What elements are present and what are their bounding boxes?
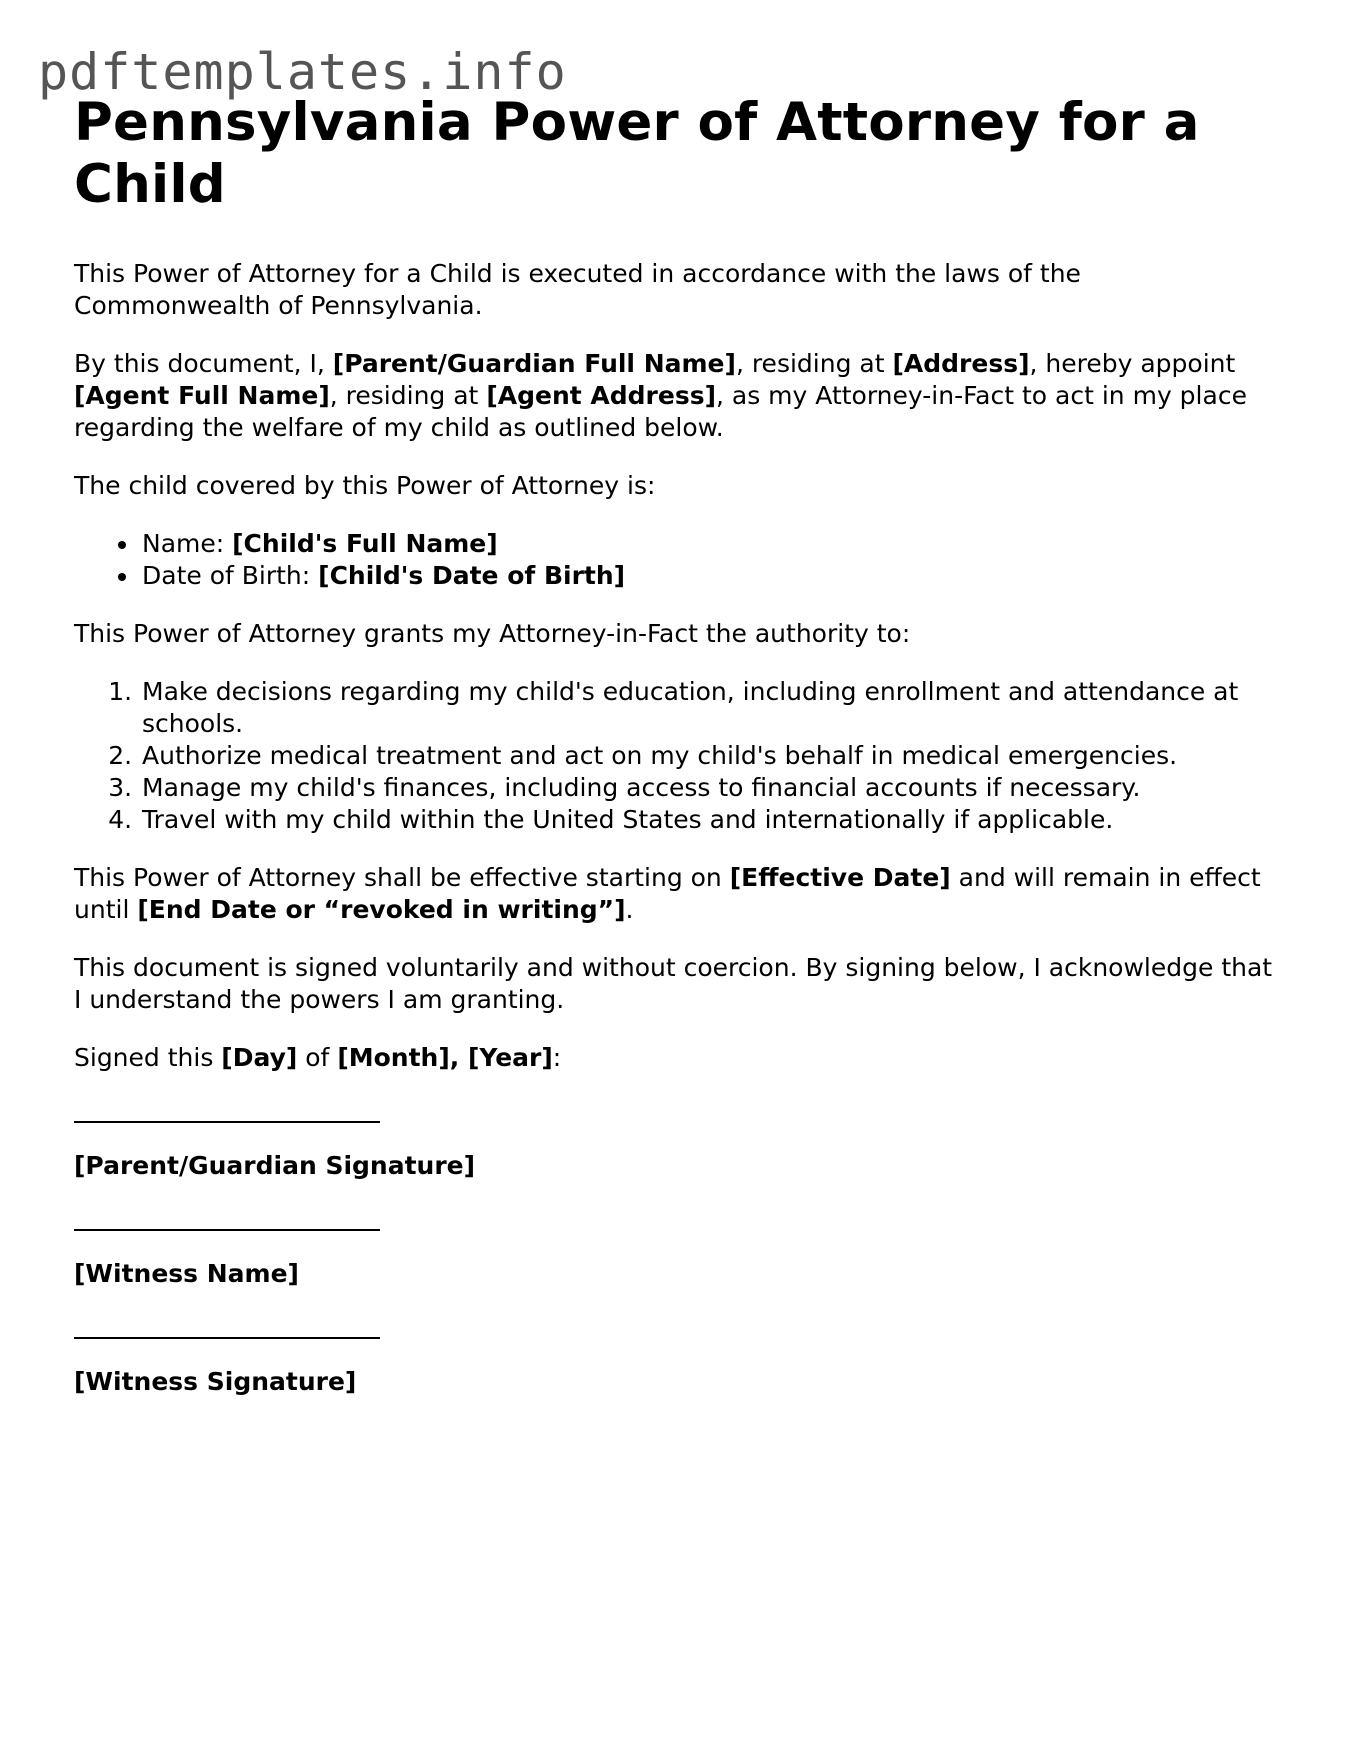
signed-text-1: Signed this bbox=[74, 1043, 222, 1072]
effective-text-1: This Power of Attorney shall be effective starting on bbox=[74, 863, 730, 892]
signed-text-2: of bbox=[297, 1043, 338, 1072]
signed-paragraph bbox=[74, 1042, 1284, 1074]
child-dob-item bbox=[140, 560, 1284, 592]
appointment-text-3: , hereby appoint bbox=[1029, 349, 1236, 378]
authority-list bbox=[74, 676, 1284, 836]
parent-signature-line bbox=[74, 1121, 380, 1123]
authority-item-travel: 4. Travel with my child within the United States and internationally if applicable. bbox=[140, 804, 1284, 836]
authority-item-education: 1. Make decisions regarding my child's education, including enrollment and attendance at schools. bbox=[140, 676, 1284, 740]
parent-name-placeholder: [Parent/Guardian Full Name] bbox=[332, 349, 736, 378]
witness-name-label: [Witness Name] bbox=[74, 1259, 299, 1288]
child-dob-label: Date of Birth: bbox=[142, 561, 319, 590]
intro-paragraph: This Power of Attorney for a Child is executed in accordance with the laws of the Commonwealth of Pennsylvania. bbox=[74, 259, 1081, 320]
agent-address-placeholder: [Agent Address] bbox=[486, 381, 716, 410]
appointment-text-4: , residing at bbox=[329, 381, 487, 410]
signed-text-3: : bbox=[552, 1043, 562, 1072]
effective-date-placeholder: [Effective Date] bbox=[729, 863, 951, 892]
appointment-text-2: , residing at bbox=[735, 349, 893, 378]
effective-paragraph bbox=[74, 862, 1284, 926]
watermark: pdftemplates.info bbox=[38, 43, 567, 101]
appointment-paragraph bbox=[74, 348, 1284, 444]
witness-signature-label: [Witness Signature] bbox=[74, 1367, 357, 1396]
child-name-label: Name: bbox=[142, 529, 233, 558]
effective-text-3: . bbox=[625, 895, 634, 924]
witness-signature-line bbox=[74, 1337, 380, 1339]
document-title: Pennsylvania Power of Attorney for a Child bbox=[74, 92, 1200, 215]
child-name-placeholder: [Child's Full Name] bbox=[232, 529, 498, 558]
appointment-text-1: By this document, I, bbox=[74, 349, 333, 378]
authority-item-medical: 2. Authorize medical treatment and act on my child's behalf in medical emergencies. bbox=[140, 740, 1284, 772]
parent-signature-label: [Parent/Guardian Signature] bbox=[74, 1151, 476, 1180]
child-intro-paragraph: The child covered by this Power of Attorney is: bbox=[74, 471, 656, 500]
address-placeholder: [Address] bbox=[892, 349, 1030, 378]
day-placeholder: [Day] bbox=[221, 1043, 298, 1072]
child-details-list bbox=[74, 528, 1284, 592]
authority-item-finances: 3. Manage my child's finances, including access to financial accounts if necessary. bbox=[140, 772, 1284, 804]
document-body bbox=[74, 92, 1284, 1398]
effective-text-2: and will remain in effect until bbox=[74, 863, 1261, 924]
child-dob-placeholder: [Child's Date of Birth] bbox=[318, 561, 626, 590]
child-name-item bbox=[140, 528, 1284, 560]
authority-intro-paragraph: This Power of Attorney grants my Attorney-in-Fact the authority to: bbox=[74, 619, 911, 648]
appointment-text-5: , as my Attorney-in-Fact to act in my place regarding the welfare of my child as outlined below. bbox=[74, 381, 1247, 442]
end-date-placeholder: [End Date or “revoked in writing”] bbox=[137, 895, 626, 924]
voluntary-paragraph: This document is signed voluntarily and without coercion. By signing below, I acknowledge that I understand the powers I am granting. bbox=[74, 953, 1273, 1014]
month-year-placeholder: [Month], [Year] bbox=[337, 1043, 553, 1072]
agent-name-placeholder: [Agent Full Name] bbox=[74, 381, 330, 410]
witness-name-line bbox=[74, 1229, 380, 1231]
